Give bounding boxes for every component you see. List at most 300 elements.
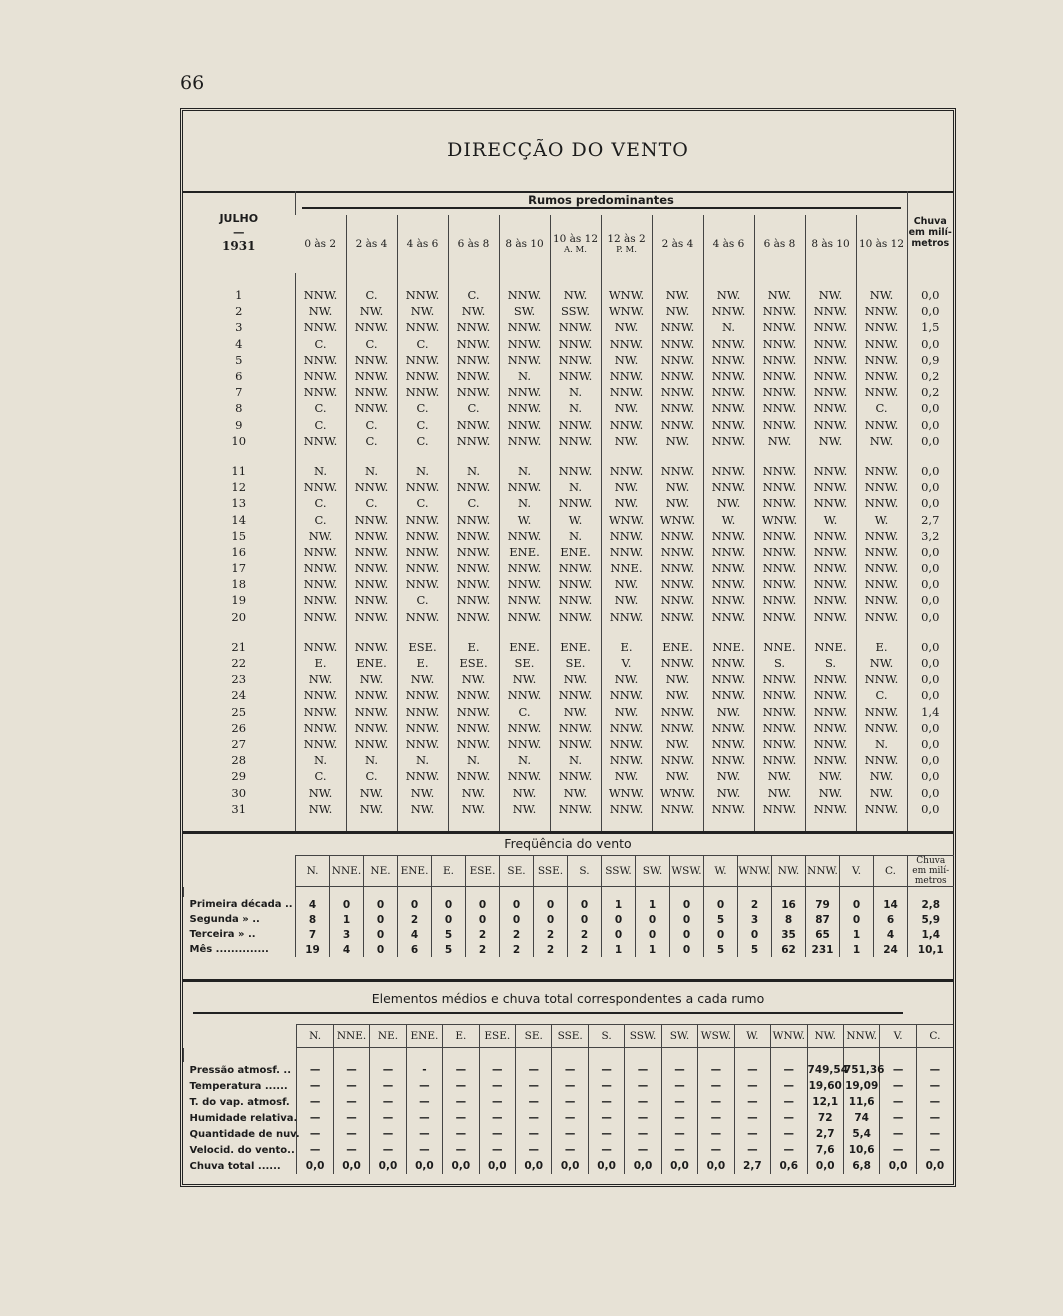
spacer-cell (856, 625, 907, 639)
wind-direction-cell: NNW. (448, 352, 499, 368)
day-number: 30 (231, 785, 247, 800)
mean-value: — (661, 1062, 697, 1078)
direction-header: ESE. (479, 1025, 515, 1048)
wind-direction-cell: NNW. (346, 592, 397, 608)
wind-direction-cell: NNW. (499, 768, 550, 784)
spacer-cell (397, 449, 448, 463)
mean-value: — (625, 1110, 661, 1126)
wind-direction-cell: NNW. (448, 704, 499, 720)
wind-direction-cell: W. (499, 511, 550, 527)
wind-direction-cell: NW. (397, 801, 448, 817)
wind-direction-cell: NW. (601, 671, 652, 687)
spacer-cell (636, 887, 670, 898)
table-row (183, 463, 953, 479)
wind-direction-cell: NNW. (805, 704, 856, 720)
mean-value: — (588, 1142, 624, 1158)
rain-value: 0,2 (907, 368, 953, 384)
mean-value: — (771, 1142, 807, 1158)
wind-direction-cell: NNW. (856, 752, 907, 768)
day-number: 26 (231, 720, 247, 735)
direction-header: SSW. (602, 856, 636, 887)
spacer-row (183, 273, 953, 287)
spacer-cell (856, 449, 907, 463)
direction-header: WSW. (698, 1025, 734, 1048)
spacer-cell (183, 817, 295, 831)
wind-direction-cell: NNW. (856, 303, 907, 319)
table-row (184, 1094, 954, 1110)
spacer-cell (534, 887, 568, 898)
mean-value: — (771, 1094, 807, 1110)
interval-label: 12 às 2 (607, 233, 646, 245)
mean-value: — (588, 1110, 624, 1126)
wind-direction-cell: NNW. (550, 319, 601, 335)
wind-direction-cell: NNW. (499, 336, 550, 352)
day-rows (183, 273, 953, 831)
wind-direction-cell: NNW. (754, 463, 805, 479)
spacer-cell (432, 887, 466, 898)
wind-direction-cell: NNW. (499, 319, 550, 335)
mean-value: — (516, 1110, 552, 1126)
table-row (183, 784, 953, 800)
table-row (183, 287, 953, 303)
spacer-cell (908, 887, 954, 898)
mean-value: — (625, 1094, 661, 1110)
frequency-section (183, 833, 953, 982)
wind-direction-cell: NNE. (703, 639, 754, 655)
wind-direction-cell: NNW. (601, 368, 652, 384)
rain-value: 0,0 (907, 576, 953, 592)
mean-value: 0,0 (880, 1158, 916, 1174)
wind-direction-cell: NNW. (652, 592, 703, 608)
spacer-cell (552, 1048, 588, 1063)
frequency-value: 1 (602, 942, 636, 957)
year-label: 1931 (222, 238, 256, 253)
mean-value: — (625, 1126, 661, 1142)
frequency-value: 0 (330, 897, 364, 912)
frequency-value: 1 (602, 897, 636, 912)
table-row (183, 511, 953, 527)
frequency-value: 1 (840, 927, 874, 942)
day-number: 25 (231, 704, 247, 719)
interval-header (754, 215, 805, 273)
spacer-cell (907, 625, 953, 639)
wind-direction-cell: ENE. (550, 639, 601, 655)
direction-header: SSE. (534, 856, 568, 887)
mean-value: — (370, 1142, 406, 1158)
wind-direction-cell: NW. (856, 655, 907, 671)
table-row (183, 400, 953, 416)
direction-header: ESE. (466, 856, 500, 887)
wind-direction-cell: NNW. (754, 417, 805, 433)
wind-direction-cell: E. (295, 655, 346, 671)
frequency-value: 0 (364, 942, 398, 957)
wind-direction-cell: NNW. (805, 400, 856, 416)
wind-direction-cell: NNW. (601, 463, 652, 479)
wind-direction-cell: NNW. (346, 319, 397, 335)
wind-direction-cell: NNW. (856, 336, 907, 352)
wind-direction-cell: NW. (856, 768, 907, 784)
spacer-cell (907, 449, 953, 463)
wind-direction-cell: E. (448, 639, 499, 655)
table-row (183, 368, 953, 384)
table-row (184, 1110, 954, 1126)
direction-header: W. (734, 1025, 770, 1048)
table-frame (180, 108, 956, 1187)
direction-header: WSW. (670, 856, 704, 887)
wind-direction-table (183, 191, 953, 831)
wind-direction-cell: NW. (856, 433, 907, 449)
day-number: 13 (231, 496, 247, 511)
wind-direction-cell: NNW. (295, 639, 346, 655)
wind-direction-cell: C. (448, 400, 499, 416)
spacer-cell (703, 817, 754, 831)
direction-header: E. (443, 1025, 479, 1048)
rain-value: 0,2 (907, 384, 953, 400)
direction-header: N. (297, 1025, 333, 1048)
wind-direction-cell: WNW. (601, 784, 652, 800)
direction-header: N. (296, 856, 330, 887)
mean-value: — (297, 1094, 333, 1110)
mean-value: — (516, 1094, 552, 1110)
spacer-cell (602, 887, 636, 898)
wind-direction-cell: NNW. (856, 671, 907, 687)
wind-direction-cell: NNW. (703, 609, 754, 625)
wind-direction-cell: NW. (805, 784, 856, 800)
day-number: 2 (235, 304, 243, 319)
wind-direction-cell: NNW. (805, 319, 856, 335)
mean-value: — (734, 1142, 770, 1158)
rain-value: 2,8 (908, 897, 954, 912)
day-number: 15 (231, 528, 247, 543)
wind-direction-cell: NNW. (652, 560, 703, 576)
spacer-cell (448, 625, 499, 639)
wind-direction-cell: NNW. (805, 592, 856, 608)
row-label: Segunda » .. (189, 914, 260, 925)
rain-value: 0,0 (907, 495, 953, 511)
interval-label: 6 às 8 (457, 238, 490, 250)
mean-value: — (516, 1078, 552, 1094)
wind-direction-cell: NNW. (397, 287, 448, 303)
wind-direction-cell: NNW. (448, 336, 499, 352)
wind-direction-cell: NNW. (499, 576, 550, 592)
day-number: 14 (231, 512, 247, 527)
wind-direction-cell: NNW. (499, 352, 550, 368)
wind-direction-cell: NW. (295, 801, 346, 817)
wind-direction-cell: NNW. (754, 592, 805, 608)
wind-direction-cell: NNW. (601, 544, 652, 560)
wind-direction-cell: N. (448, 463, 499, 479)
frequency-value: 0 (636, 927, 670, 942)
wind-direction-cell: WNW. (601, 303, 652, 319)
wind-direction-cell: NNW. (499, 592, 550, 608)
interval-label: 6 às 8 (763, 238, 796, 250)
spacer-cell (443, 1048, 479, 1063)
direction-header: SW. (636, 856, 670, 887)
wind-direction-cell: N. (499, 463, 550, 479)
row-label-blank (184, 856, 296, 887)
wind-direction-cell: NNW. (346, 384, 397, 400)
table-row (183, 801, 953, 817)
mean-value: — (916, 1094, 953, 1110)
day-number: 22 (231, 656, 247, 671)
frequency-value: 2 (466, 927, 500, 942)
wind-direction-cell: NNW. (499, 400, 550, 416)
wind-direction-cell: S. (805, 655, 856, 671)
wind-direction-cell: NNW. (703, 671, 754, 687)
wind-direction-cell: WNW. (652, 511, 703, 527)
wind-direction-cell: N. (550, 400, 601, 416)
wind-direction-cell: NNW. (703, 544, 754, 560)
wind-direction-cell: NNW. (346, 609, 397, 625)
table-row (183, 433, 953, 449)
wind-direction-cell: NNW. (448, 560, 499, 576)
wind-direction-cell: NW. (754, 433, 805, 449)
wind-direction-cell: NNW. (856, 479, 907, 495)
mean-value: 72 (807, 1110, 843, 1126)
month-header (183, 191, 295, 273)
row-label: Primeira década .. (189, 899, 293, 910)
mean-value: — (661, 1078, 697, 1094)
table-row (183, 592, 953, 608)
wind-direction-cell: NNW. (550, 768, 601, 784)
wind-direction-cell: NW. (652, 671, 703, 687)
wind-direction-cell: C. (397, 400, 448, 416)
frequency-value: 1 (636, 897, 670, 912)
wind-direction-cell: NNW. (703, 528, 754, 544)
spacer-cell (874, 887, 908, 898)
wind-direction-cell: W. (550, 511, 601, 527)
frequency-value: 0 (738, 927, 772, 942)
wind-direction-cell: NW. (601, 319, 652, 335)
spacer-cell (500, 887, 534, 898)
table-row (183, 768, 953, 784)
wind-direction-cell: NNW. (397, 544, 448, 560)
wind-direction-cell: N. (397, 463, 448, 479)
spacer-cell (479, 1048, 515, 1063)
wind-direction-cell: NNW. (601, 720, 652, 736)
direction-header: SE. (500, 856, 534, 887)
rain-value: 0,0 (907, 768, 953, 784)
wind-direction-cell: NNW. (805, 479, 856, 495)
frequency-value: 1 (636, 942, 670, 957)
wind-direction-cell: W. (856, 511, 907, 527)
mean-value: 749,54 (807, 1064, 849, 1076)
wind-direction-cell: C. (295, 495, 346, 511)
wind-direction-cell: NNW. (703, 417, 754, 433)
mean-value: — (333, 1142, 369, 1158)
table-row (183, 609, 953, 625)
direction-header: NNE. (330, 856, 364, 887)
wind-direction-cell: NNW. (295, 319, 346, 335)
wind-direction-cell: NW. (397, 784, 448, 800)
mean-value: — (661, 1110, 697, 1126)
spacer-cell (807, 1048, 843, 1063)
wind-direction-cell: C. (397, 336, 448, 352)
table-row (184, 927, 954, 942)
means-table (183, 1024, 953, 1174)
mean-value: 0,0 (807, 1158, 843, 1174)
wind-direction-cell: NW. (703, 768, 754, 784)
wind-direction-cell: NW. (805, 287, 856, 303)
wind-direction-cell: NNW. (652, 655, 703, 671)
wind-direction-cell: NNW. (550, 720, 601, 736)
mean-value: — (406, 1126, 442, 1142)
frequency-value: 35 (772, 927, 806, 942)
mean-value: — (443, 1126, 479, 1142)
wind-direction-cell: NNW. (754, 560, 805, 576)
rain-value: 1,4 (907, 704, 953, 720)
wind-direction-cell: NNW. (754, 752, 805, 768)
direction-header: C. (916, 1025, 953, 1048)
wind-direction-cell: N. (499, 495, 550, 511)
rumos-title: Rumos predominantes (528, 193, 674, 207)
day-number: 27 (231, 736, 247, 751)
mean-value: — (625, 1142, 661, 1158)
frequency-value: 0 (704, 927, 738, 942)
spacer-cell (805, 817, 856, 831)
mean-value: — (771, 1110, 807, 1126)
mean-value: - (406, 1062, 442, 1078)
table-row (183, 528, 953, 544)
mean-value: — (552, 1062, 588, 1078)
wind-direction-cell: NNW. (805, 560, 856, 576)
day-number: 1 (235, 288, 243, 303)
wind-direction-cell: NNW. (397, 576, 448, 592)
wind-direction-cell: C. (856, 400, 907, 416)
rain-value: 0,0 (907, 544, 953, 560)
wind-direction-cell: NNW. (499, 736, 550, 752)
table-row (184, 1142, 954, 1158)
mean-value: 0,0 (516, 1158, 552, 1174)
spacer-cell (840, 887, 874, 898)
wind-direction-cell: N. (346, 752, 397, 768)
mean-value: — (698, 1094, 734, 1110)
wind-direction-cell: NNW. (448, 368, 499, 384)
wind-direction-cell: NNW. (448, 417, 499, 433)
table-row (183, 671, 953, 687)
rain-value: 0,0 (907, 720, 953, 736)
wind-direction-cell: C. (346, 287, 397, 303)
wind-direction-cell: NNW. (754, 368, 805, 384)
rain-value: 0,0 (907, 687, 953, 703)
wind-direction-cell: NNW. (652, 368, 703, 384)
wind-direction-cell: WNW. (601, 511, 652, 527)
frequency-value: 5 (704, 912, 738, 927)
wind-direction-cell: C. (397, 495, 448, 511)
wind-direction-cell: NW. (295, 671, 346, 687)
spacer-row (184, 1048, 954, 1063)
direction-header: NNE. (333, 1025, 369, 1048)
frequency-header-row (184, 856, 954, 887)
wind-direction-cell: NNW. (448, 609, 499, 625)
wind-direction-cell: NNW. (652, 417, 703, 433)
wind-direction-cell: NW. (346, 303, 397, 319)
wind-direction-cell: NNW. (601, 687, 652, 703)
spacer-cell (397, 273, 448, 287)
wind-direction-cell: NW. (601, 704, 652, 720)
wind-direction-cell: NNW. (703, 433, 754, 449)
wind-direction-cell: NNW. (856, 463, 907, 479)
wind-direction-cell: NW. (652, 768, 703, 784)
spacer-cell (346, 625, 397, 639)
mean-value: — (661, 1094, 697, 1110)
wind-direction-cell: NNW. (805, 720, 856, 736)
frequency-value: 6 (874, 912, 908, 927)
wind-direction-cell: NNW. (397, 384, 448, 400)
day-number: 23 (231, 672, 247, 687)
interval-header (550, 215, 601, 273)
wind-direction-cell: S. (754, 655, 805, 671)
rain-value: 0,0 (907, 303, 953, 319)
frequency-value: 0 (466, 897, 500, 912)
direction-header: NE. (364, 856, 398, 887)
mean-value: — (370, 1094, 406, 1110)
mean-value: — (370, 1126, 406, 1142)
spacer-cell (499, 273, 550, 287)
table-row (183, 384, 953, 400)
wind-direction-cell: NNW. (856, 592, 907, 608)
wind-direction-cell: N. (448, 752, 499, 768)
mean-value: — (916, 1110, 953, 1126)
mean-value: — (479, 1078, 515, 1094)
wind-direction-cell: NNW. (601, 384, 652, 400)
rain-value: 3,2 (907, 528, 953, 544)
mean-value: — (880, 1142, 916, 1158)
wind-direction-cell: NNW. (295, 384, 346, 400)
spacer-cell (297, 1048, 333, 1063)
mean-value: — (588, 1062, 624, 1078)
wind-direction-cell: N. (550, 384, 601, 400)
wind-direction-cell: N. (499, 368, 550, 384)
wind-direction-cell: NW. (295, 303, 346, 319)
wind-direction-cell: NNW. (550, 687, 601, 703)
spacer-cell (754, 625, 805, 639)
table-row (184, 912, 954, 927)
frequency-value: 0 (364, 927, 398, 942)
wind-direction-cell: NW. (499, 671, 550, 687)
mean-value: — (333, 1126, 369, 1142)
wind-direction-cell: ENE. (652, 639, 703, 655)
page-title: DIRECÇÃO DO VENTO (447, 139, 689, 161)
spacer-cell (652, 625, 703, 639)
spacer-cell (652, 273, 703, 287)
month-dash: — (233, 224, 245, 239)
wind-direction-cell: NW. (499, 801, 550, 817)
spacer-cell (703, 625, 754, 639)
table-row (183, 319, 953, 335)
interval-label: 8 às 10 (505, 238, 544, 250)
table-row (183, 687, 953, 703)
spacer-cell (703, 273, 754, 287)
mean-value: — (552, 1142, 588, 1158)
spacer-cell (296, 887, 330, 898)
mean-value: — (443, 1142, 479, 1158)
frequency-title: Freqüência do vento (504, 836, 632, 851)
table-row (184, 1062, 954, 1078)
direction-header: W. (704, 856, 738, 887)
wind-direction-cell: NNW. (652, 336, 703, 352)
wind-direction-cell: NNW. (754, 303, 805, 319)
mean-value: 0,0 (479, 1158, 515, 1174)
frequency-value: 0 (432, 897, 466, 912)
mean-value: 12,1 (807, 1094, 843, 1110)
mean-value: 0,0 (916, 1158, 953, 1174)
mean-value: — (370, 1062, 406, 1078)
frequency-value: 4 (330, 942, 364, 957)
wind-direction-cell: C. (397, 433, 448, 449)
spacer-cell (183, 449, 295, 463)
wind-direction-cell: NNW. (499, 720, 550, 736)
